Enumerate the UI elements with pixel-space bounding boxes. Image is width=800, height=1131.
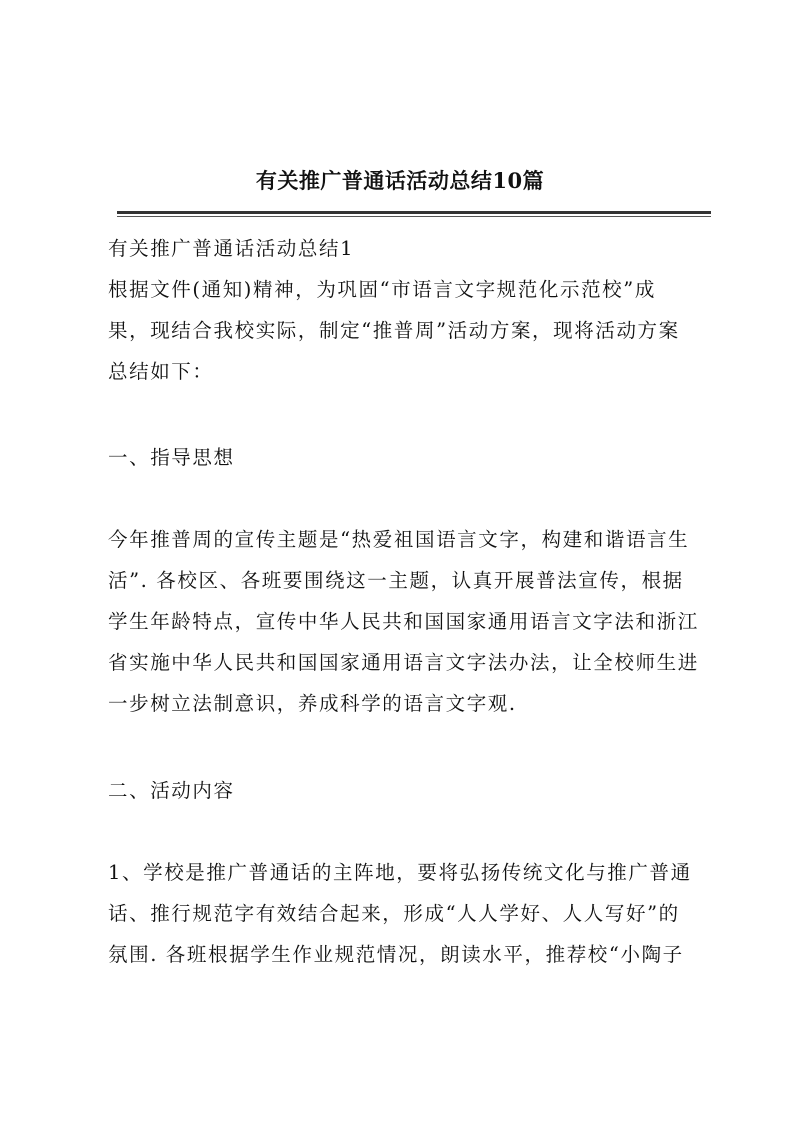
section1-line: 今年推普周的宣传主题是“热爱祖国语言文字，构建和谐语言生 (108, 528, 690, 551)
intro-paragraph (108, 269, 708, 392)
document-subtitle: 有关推广普通话活动总结1 (108, 237, 355, 260)
title-divider-thick (117, 211, 711, 214)
section1-line: 省实施中华人民共和国国家通用语言文字法办法，让全校师生进 (108, 651, 699, 674)
title-divider-thin (117, 216, 711, 217)
section1-line: 活”. 各校区、各班要围绕这一主题，认真开展普法宣传，根据 (108, 569, 684, 592)
document-title: 有关推广普通话活动总结10篇 (255, 168, 545, 193)
section1-line: 一步树立法制意识，养成科学的语言文字观. (108, 692, 517, 715)
intro-line: 总结如下： (108, 360, 214, 383)
section2-line: 氛围. 各班根据学生作业规范情况，朗读水平，推荐校“小陶子 (108, 943, 684, 966)
section2-paragraph (108, 852, 708, 975)
section1-heading: 一、指导思想 (108, 446, 235, 469)
section2-line: 1、学校是推广普通话的主阵地，要将弘扬传统文化与推广普通 (108, 861, 692, 884)
intro-line: 果，现结合我校实际，制定“推普周”活动方案，现将活动方案 (108, 319, 680, 342)
section1-paragraph (108, 519, 708, 724)
section2-line: 话、推行规范字有效结合起来，形成“人人学好、人人写好”的 (108, 902, 680, 925)
section1-line: 学生年龄特点，宣传中华人民共和国国家通用语言文字法和浙江 (108, 610, 699, 633)
section2-heading: 二、活动内容 (108, 779, 235, 802)
intro-line: 根据文件(通知)精神，为巩固“市语言文字规范化示范校”成 (108, 278, 656, 301)
